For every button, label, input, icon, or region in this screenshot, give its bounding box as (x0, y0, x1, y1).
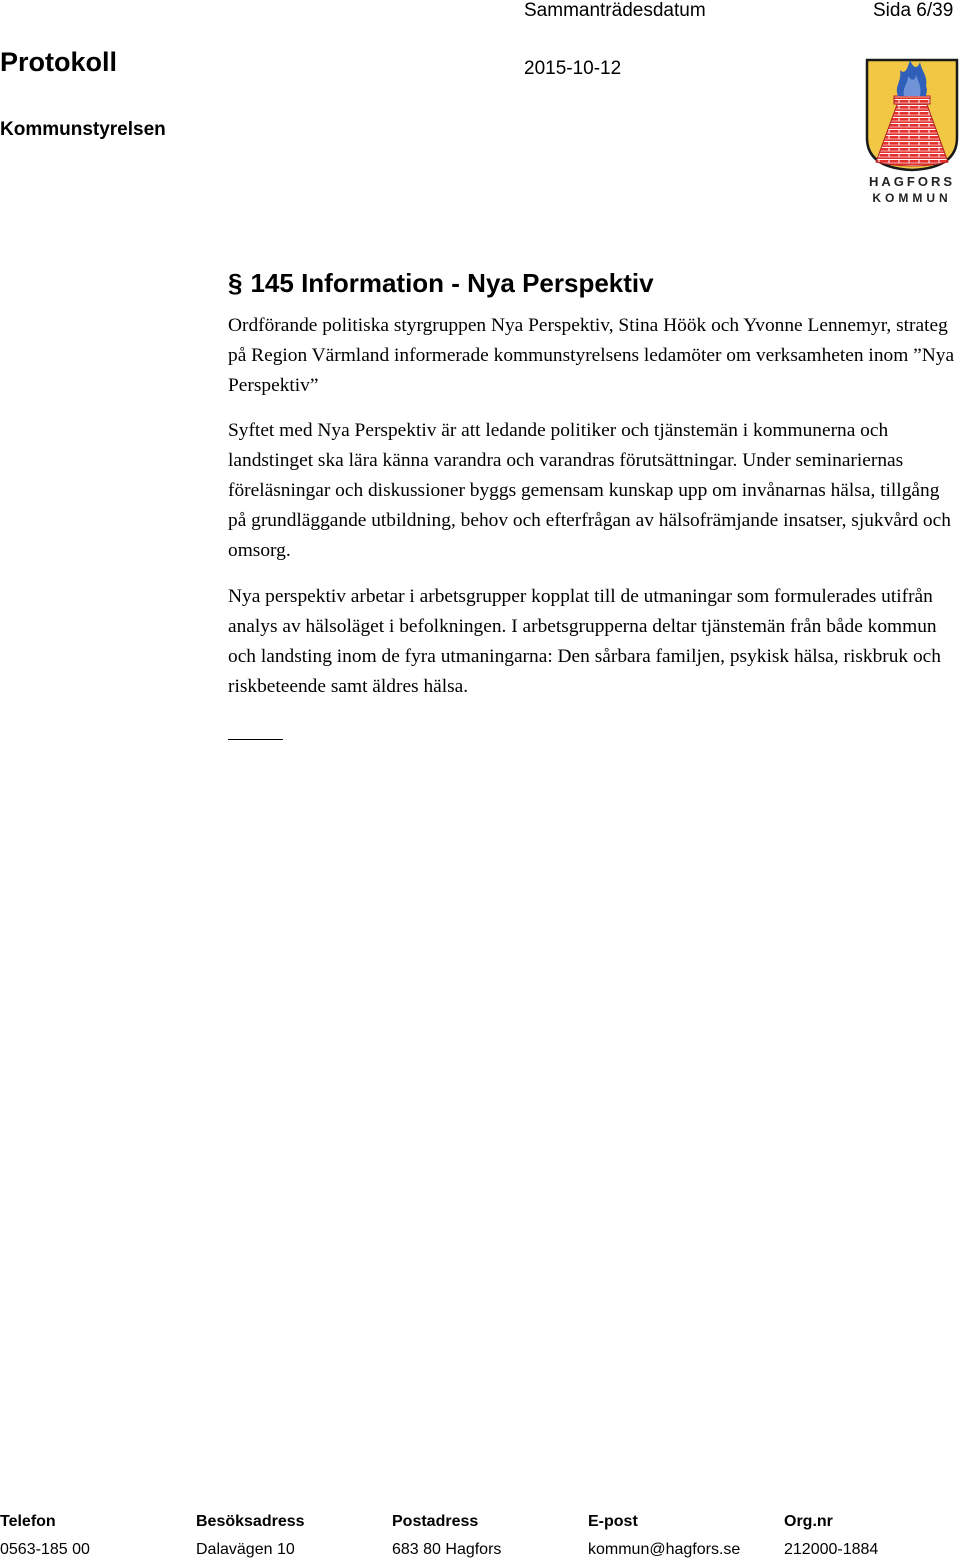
footer-postal-address (392, 1511, 501, 1561)
paragraph-workgroups: Nya perspektiv arbetar i arbetsgrupper kopplat till de utmaningar som formulerades utifrån analys av hälsoläget i befolkningen. I arbetsgrupperna deltar tjänstemän från både kommun och landsting inom de fyra utmaningarna: Den sårbara familjen, psykisk hälsa, riskbruk och riskbeteende samt äldres hälsa. (228, 586, 941, 697)
section-title: 145 Information - Nya Perspektiv (250, 268, 654, 298)
footer-org-number-label: Org.nr (784, 1513, 833, 1530)
footer-email (588, 1511, 740, 1561)
meeting-date: 2015-10-12 (524, 58, 622, 79)
hagfors-kommun-logo (864, 58, 960, 208)
footer-email-value: kommun@hagfors.se (588, 1541, 741, 1558)
footer-email-label: E-post (588, 1513, 638, 1530)
footer-visit-address (196, 1511, 305, 1561)
footer-phone-label: Telefon (0, 1513, 56, 1530)
logo-text-kommun: KOMMUN (872, 191, 952, 205)
footer-phone (0, 1511, 90, 1561)
footer-org-number-value: 212000-1884 (784, 1541, 879, 1558)
section-symbol: § (228, 268, 243, 298)
board-name: Kommunstyrelsen (0, 119, 166, 140)
footer-postal-address-value: 683 80 Hagfors (392, 1541, 502, 1558)
document-title: Protokoll (0, 47, 118, 77)
footer-visit-address-label: Besöksadress (196, 1513, 305, 1530)
footer-postal-address-label: Postadress (392, 1513, 479, 1530)
page-number: Sida 6/39 (873, 0, 954, 21)
logo-text-hagfors: HAGFORS (869, 174, 955, 189)
section-end-rule (228, 739, 283, 740)
coat-of-arms-icon (864, 58, 960, 208)
meeting-date-label: Sammanträdesdatum (524, 0, 706, 21)
paragraph-intro: Ordförande politiska styrgruppen Nya Perspektiv, Stina Höök och Yvonne Lennemyr, strateg på Region Värmland informerade kommunstyrelsens ledamöter om verksamheten inom ”Nya Perspektiv” (228, 315, 955, 396)
footer-phone-value: 0563-185 00 (0, 1541, 90, 1558)
footer-org-number (784, 1511, 878, 1561)
section-heading (228, 268, 654, 299)
paragraph-purpose: Syftet med Nya Perspektiv är att ledande politiker och tjänstemän i kommunerna och landstinget ska lära känna varandra och varandras förutsättningar. Under seminariernas föreläsningar och diskussioner byggs gemensam kunskap upp om invånarnas hälsa, tillgång på grundläggande utbildning, behov och efterfrågan av hälsofrämjande insatser, sjukvård och omsorg. (228, 420, 951, 561)
footer-visit-address-value: Dalavägen 10 (196, 1541, 295, 1558)
